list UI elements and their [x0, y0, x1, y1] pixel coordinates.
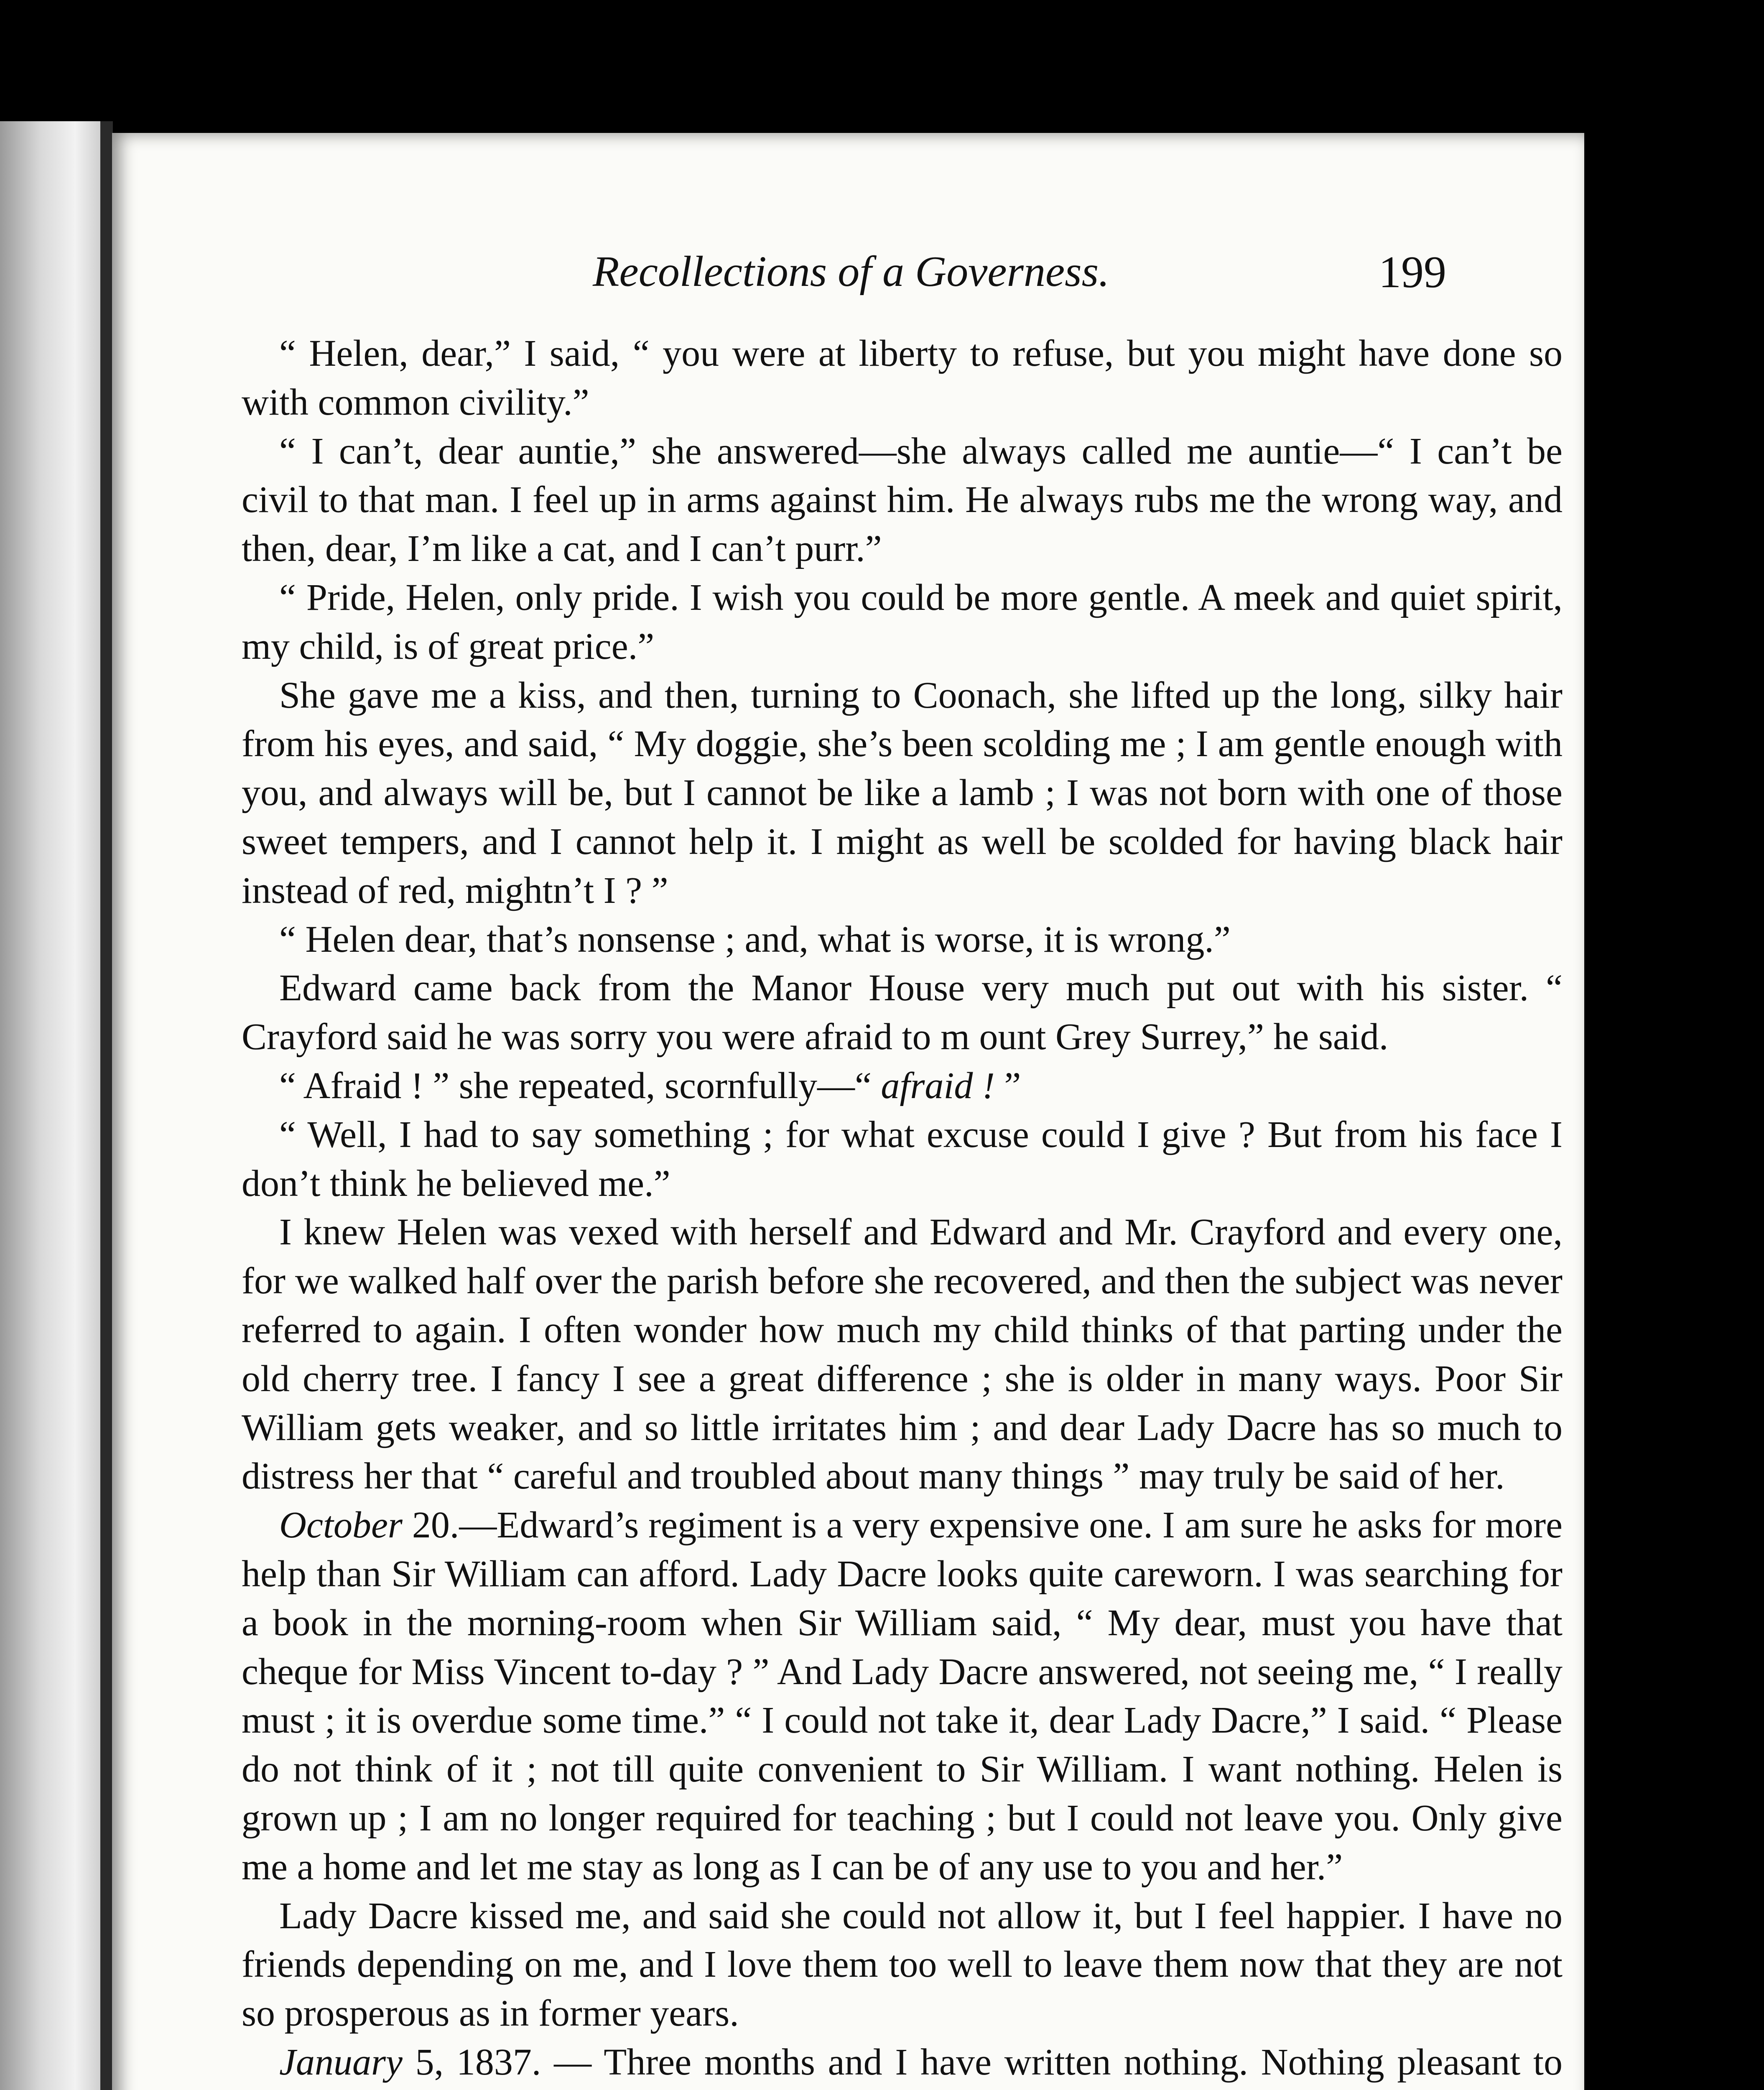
- book-page: [112, 133, 1584, 2090]
- paragraph: Edward came back from the Manor House very much put out with his sister. “ Crayford said he was sorry you were afraid to m ount Grey Surrey,” he said.: [242, 967, 1563, 1058]
- paragraph: “ Pride, Helen, only pride. I wish you could be more gentle. A meek and quiet spirit, my child, is of great price.”: [242, 576, 1563, 667]
- paragraph: She gave me a kiss, and then, turning to Coonach, she lifted up the long, silky hair from his eyes, and said, “ My doggie, she’s been scolding me ; I am gentle enough with you, and always will be, but I cannot be like a lamb ; I was not born with one of those sweet tempers, and I cannot help it. I might as well be scolded for having black hair instead of red, mightn’t I ? ”: [242, 674, 1563, 911]
- paragraph: “ I can’t, dear auntie,” she answered—she always called me auntie—“ I can’t be civil to that man. I feel up in arms against him. He always rubs me the wrong way, and then, dear, I’m like a cat, and I can’t purr.”: [242, 430, 1563, 570]
- paragraph: “ Helen, dear,” I said, “ you were at liberty to refuse, but you might have done so with common civility.”: [242, 333, 1563, 423]
- diary-date-month: October: [279, 1504, 403, 1546]
- paragraph: Lady Dacre kissed me, and said she could not allow it, but I feel happier. I have no friends depending on me, and I love them too well to leave them now that they are not so prosperous as in former years.: [242, 1895, 1563, 2034]
- paragraph: October 20.—Edward’s regiment is a very expensive one. I am sure he asks for more help than Sir William can afford. Lady Dacre looks quite careworn. I was searching for a book in the morning-room when Sir William said, “ My dear, must you have that cheque for Miss Vincent to-day ? ” And Lady Dacre answered, not seeing me, “ I really must ; it is overdue some time.” “ I could not take it, dear Lady Dacre,” I said. “ Please do not think of it ; not till quite convenient to Sir William. I want nothing. Helen is grown up ; I am no longer required for teaching ; but I could not leave you. Only give me a home and let me stay as long as I can be of any use to you and her.”: [242, 1504, 1563, 1888]
- body-text: [242, 329, 1563, 2090]
- paragraph: I knew Helen was vexed with herself and Edward and Mr. Crayford and every one, for we walked half over the parish before she recovered, and then the subject was never referred to again. I often wonder how much my child thinks of that parting under the old cherry tree. I fancy I see a great difference ; she is older in many ways. Poor Sir William gets weaker, and so little irritates him ; and dear Lady Dacre has so much to distress her that “ careful and troubled about many things ” may truly be said of her.: [242, 1211, 1563, 1497]
- page-number: 199: [1379, 247, 1446, 297]
- paragraph: January 5, 1837. — Three months and I have written nothing. Nothing pleasant to: [279, 2041, 1563, 2083]
- running-title: Recollections of a Governess.: [593, 247, 1110, 296]
- italic-word: afraid !: [881, 1065, 1004, 1106]
- paragraph: “ Afraid ! ” she repeated, scornfully—“ afraid ! ”: [279, 1065, 1021, 1106]
- paragraph: “ Well, I had to say something ; for what excuse could I give ? But from his face I don’t think he believed me.”: [242, 1114, 1563, 1204]
- page-header: [112, 247, 1584, 301]
- left-page-edge: [0, 121, 113, 2090]
- paragraph: “ Helen dear, that’s nonsense ; and, what is worse, it is wrong.”: [279, 918, 1231, 960]
- diary-date-month: January: [279, 2041, 403, 2083]
